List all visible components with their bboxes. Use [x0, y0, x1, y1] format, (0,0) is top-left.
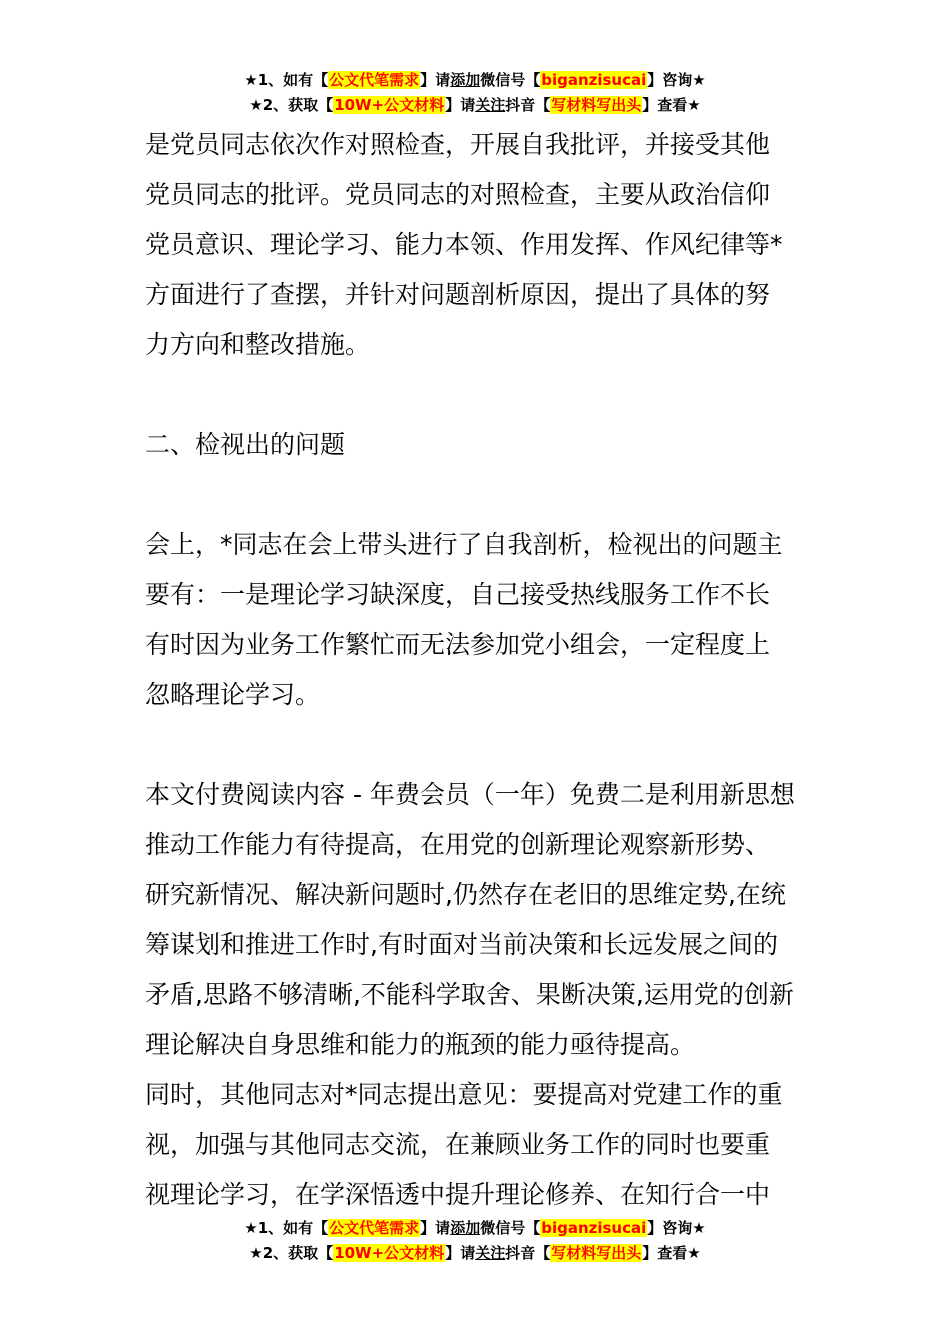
paragraph-1 — [145, 120, 810, 370]
banner-text: 】请 — [445, 1244, 476, 1262]
text-line: 同时，其他同志对*同志提出意见：要提高对党建工作的重 — [145, 1080, 783, 1109]
top-banner — [0, 68, 950, 118]
text-line: 要有：一是理论学习缺深度，自己接受热线服务工作不长 — [145, 580, 771, 609]
text-line: 视理论学习，在学深悟透中提升理论修养、在知行合一中 — [145, 1180, 771, 1209]
text-line: 忽略理论学习。 — [145, 680, 321, 709]
text-line: 推动工作能力有待提高，在用党的创新理论观察新形势、 — [145, 830, 771, 859]
paragraph-4 — [145, 1070, 810, 1220]
text-line: 筹谋划和推进工作时,有时面对当前决策和长远发展之间的 — [145, 930, 778, 959]
banner-text: 】查看★ — [642, 96, 701, 114]
banner-underline: 关注 — [475, 96, 506, 114]
paragraph-3 — [145, 770, 810, 1070]
banner-text: ★2、获取【 — [249, 96, 334, 114]
text-line: 会上，*同志在会上带头进行了自我剖析，检视出的问题主 — [145, 530, 783, 559]
banner-text: 】查看★ — [642, 1244, 701, 1262]
banner-text: 抖音【 — [505, 96, 551, 114]
text-line: 力方向和整改措施。 — [145, 330, 371, 359]
text-line: 研究新情况、解决新问题时,仍然存在老旧的思维定势,在统 — [145, 880, 786, 909]
text-line: 党员同志的批评。党员同志的对照检查，主要从政治信仰 — [145, 180, 771, 209]
banner-line-2 — [0, 93, 950, 118]
text-line: 矛盾,思路不够清晰,不能科学取舍、果断决策,运用党的创新 — [145, 980, 794, 1009]
spacer — [145, 370, 810, 420]
banner-line-2 — [0, 1241, 950, 1266]
document-body — [145, 120, 810, 1220]
banner-line-1 — [0, 1216, 950, 1241]
banner-text: ★1、如有【 — [244, 71, 329, 89]
text-line: 是党员同志依次作对照检查，开展自我批评，并接受其他 — [145, 130, 771, 159]
banner-underline: 添加 — [450, 1219, 481, 1237]
text-line: 视，加强与其他同志交流，在兼顾业务工作的同时也要重 — [145, 1130, 771, 1159]
banner-text: ★2、获取【 — [249, 1244, 334, 1262]
paragraph-2 — [145, 520, 810, 720]
banner-highlight: 写材料写出头 — [551, 96, 642, 114]
banner-highlight: 10W+公文材料 — [334, 1244, 445, 1262]
banner-text: 抖音【 — [505, 1244, 551, 1262]
banner-highlight: 公文代笔需求 — [329, 1219, 420, 1237]
banner-text: 】请 — [420, 1219, 451, 1237]
banner-text: 微信号【 — [480, 71, 541, 89]
banner-line-1 — [0, 68, 950, 93]
banner-text: 】请 — [445, 96, 476, 114]
bottom-banner — [0, 1216, 950, 1266]
section-heading: 二、检视出的问题 — [145, 430, 346, 459]
banner-text: 】咨询★ — [647, 1219, 706, 1237]
banner-highlight: 10W+公文材料 — [334, 96, 445, 114]
text-line: 方面进行了查摆，并针对问题剖析原因，提出了具体的努 — [145, 280, 771, 309]
banner-text: 微信号【 — [480, 1219, 541, 1237]
banner-text: 】咨询★ — [647, 71, 706, 89]
banner-highlight: biganzisucai — [541, 71, 647, 89]
banner-highlight: 写材料写出头 — [551, 1244, 642, 1262]
banner-underline: 添加 — [450, 71, 481, 89]
banner-text: ★1、如有【 — [244, 1219, 329, 1237]
banner-text: 】请 — [420, 71, 451, 89]
spacer — [145, 470, 810, 520]
banner-highlight: biganzisucai — [541, 1219, 647, 1237]
banner-highlight: 公文代笔需求 — [329, 71, 420, 89]
banner-underline: 关注 — [475, 1244, 506, 1262]
text-line: 有时因为业务工作繁忙而无法参加党小组会，一定程度上 — [145, 630, 771, 659]
text-line: 党员意识、理论学习、能力本领、作用发挥、作风纪律等* — [145, 230, 783, 259]
spacer — [145, 720, 810, 770]
text-line: 本文付费阅读内容 - 年费会员（一年）免费二是利用新思想 — [145, 780, 795, 809]
text-line: 理论解决自身思维和能力的瓶颈的能力亟待提高。 — [145, 1030, 696, 1059]
